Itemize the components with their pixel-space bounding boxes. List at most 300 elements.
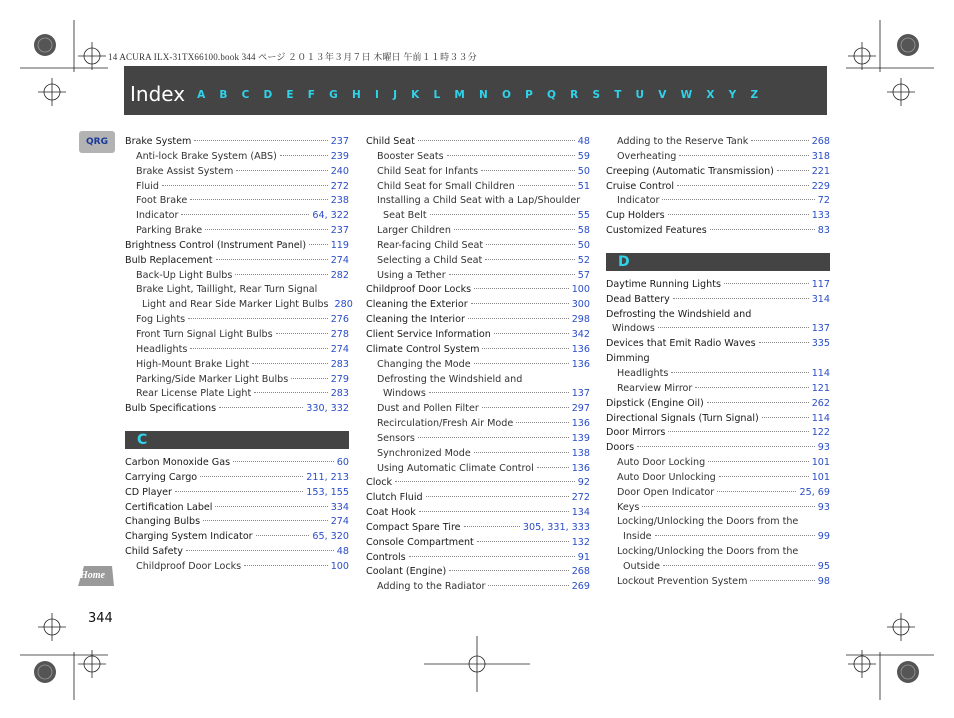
index-entry [606,210,830,225]
index-entry [366,492,590,507]
page-reference-link[interactable]: 50 [577,239,590,251]
page-reference-link[interactable]: 136 [571,462,590,474]
dot-leader [449,274,575,275]
page-reference-link[interactable]: 229 [811,180,830,192]
entry-text: Locking/Unlocking the Doors from the [617,516,799,528]
page-reference-link[interactable]: 93 [817,501,830,513]
dot-leader [429,392,569,393]
index-subentry [366,448,590,463]
page-reference-link[interactable]: 278 [330,328,349,340]
page-reference-link[interactable]: 239 [330,150,349,162]
dot-leader [777,170,809,171]
print-header: 14 ACURA ILX-31TX66100.book 344 ページ ２０１３年３月７日 木曜日 午前１１時３３分 [108,52,477,62]
dot-leader [447,155,575,156]
dot-leader [474,288,569,289]
entry-text: Recirculation/Fresh Air Mode [377,418,514,430]
page-reference-link[interactable]: 100 [571,284,590,296]
dot-leader [175,491,303,492]
dot-leader [642,506,814,507]
dot-leader [291,378,327,379]
page-reference-link[interactable]: 65, 320 [312,531,349,543]
page-reference-link[interactable]: 268 [571,566,590,578]
index-subentry [125,561,349,576]
page-reference-link[interactable]: 153, 155 [306,486,349,498]
dot-leader [309,244,328,245]
dot-leader [236,170,327,171]
section-letter: C [137,432,148,449]
page-reference-link[interactable]: 136 [571,343,590,355]
page-reference-link[interactable]: 298 [571,314,590,326]
letter-link-a[interactable]: A [197,88,206,101]
index-subentry [366,151,590,166]
index-subentry [125,166,349,181]
entry-text: Cleaning the Exterior [366,299,468,311]
page-reference-link[interactable]: 137 [811,323,830,335]
index-entry [606,338,830,353]
entry-text: Devices that Emit Radio Waves [606,338,756,350]
page-reference-link[interactable]: 95 [817,560,830,572]
qrg-button[interactable]: QRG [79,131,115,153]
dot-leader [188,318,328,319]
entry-text: Dead Battery [606,293,670,305]
index-subentry [366,195,590,210]
index-entry [125,136,349,151]
index-subentry [125,151,349,166]
entry-text: Daytime Running Lights [606,278,721,290]
letter-link-n[interactable]: N [479,88,488,101]
dot-leader [637,446,815,447]
dot-leader [477,541,569,542]
page-reference-link[interactable]: 335 [811,338,830,350]
entry-text: Light and Rear Side Marker Light Bulbs [142,299,329,311]
entry-text: Brake Light, Taillight, Rear Turn Signal [136,284,318,296]
dot-leader [762,417,809,418]
page-reference-link[interactable]: 132 [571,536,590,548]
entry-text: Rearview Mirror [617,382,693,394]
index-subentry [366,581,590,596]
index-subentry [366,463,590,478]
entry-text: Certification Label [125,501,213,513]
page-reference-link[interactable]: 138 [571,447,590,459]
index-subentry [606,136,830,151]
letter-link-k[interactable]: K [411,88,420,101]
entry-text: Parking/Side Marker Light Bulbs [136,373,289,385]
entry-text: Fog Lights [136,314,186,326]
entry-text: Seat Belt [383,210,427,222]
page-reference-link[interactable]: 57 [577,269,590,281]
entry-text: Sensors [377,432,415,444]
page-reference-link[interactable]: 59 [577,150,590,162]
dot-leader [181,214,309,215]
index-subentry [606,368,830,383]
page-reference-link[interactable]: 334 [330,501,349,513]
dot-leader [280,155,328,156]
dot-leader [474,363,569,364]
dot-leader [717,491,796,492]
entry-text: Defrosting the Windshield and [606,308,752,320]
letter-link-l[interactable]: L [433,88,441,101]
page-reference-link[interactable]: 211, 213 [306,471,349,483]
dot-leader [663,565,815,566]
entry-text: Cruise Control [606,180,675,192]
entry-text: Brightness Control (Instrument Panel) [125,239,307,251]
dot-leader [190,348,327,349]
page-reference-link[interactable]: 274 [330,343,349,355]
page-reference-link[interactable]: 269 [571,581,590,593]
index-subentry [125,329,349,344]
index-entry [125,487,349,502]
index-column-1 [125,136,353,576]
page-reference-link[interactable]: 272 [571,492,590,504]
index-subentry [366,359,590,374]
index-entry [125,531,349,546]
page-reference-link[interactable]: 72 [817,195,830,207]
entry-text: Child Safety [125,546,183,558]
letter-link-u[interactable]: U [635,88,645,101]
dot-leader [430,214,575,215]
dot-leader [668,214,809,215]
page-reference-link[interactable]: 237 [330,136,349,147]
entry-text: Childproof Door Locks [366,284,472,296]
entry-text: Windows [383,388,426,400]
letter-link-y[interactable]: Y [728,88,737,101]
dot-leader [235,274,327,275]
index-entry [125,255,349,270]
entry-text: Keys [617,501,640,513]
index-entry [125,472,349,487]
page-reference-link[interactable]: 48 [336,546,349,558]
index-subentry [125,374,349,389]
page-reference-link[interactable]: 117 [811,278,830,290]
dot-leader [724,283,809,284]
dot-leader [190,199,327,200]
entry-text: Defrosting the Windshield and [377,373,523,385]
letter-link-h[interactable]: H [351,88,361,101]
index-entry [366,477,590,492]
entry-text: Anti-lock Brake System (ABS) [136,150,277,162]
entry-text: High-Mount Brake Light [136,358,250,370]
index-entry [606,294,830,309]
page-reference-link[interactable]: 114 [811,412,830,424]
index-subentry [606,472,830,487]
dot-leader [216,259,328,260]
entry-text: Child Seat for Small Children [377,180,515,192]
page-reference-link[interactable]: 60 [336,457,349,469]
letter-link-i[interactable]: I [374,88,379,101]
index-subentry [366,388,590,403]
page-reference-link[interactable]: 92 [577,477,590,489]
index-subentry [606,561,830,576]
letter-link-w[interactable]: W [680,88,693,101]
entry-text: Child Seat [366,136,415,147]
index-subentry [606,546,830,561]
page-reference-link[interactable]: 119 [330,239,349,251]
letter-link-d[interactable]: D [263,88,273,101]
entry-text: Bulb Replacement [125,254,213,266]
entry-text: Using Automatic Climate Control [377,462,534,474]
index-entry [366,284,590,299]
page-reference-link[interactable]: 93 [817,442,830,454]
page-reference-link[interactable]: 48 [577,136,590,147]
letter-link-e[interactable]: E [286,88,294,101]
dot-leader [409,556,575,557]
letter-link-t[interactable]: T [614,88,622,101]
page-reference-link[interactable]: 134 [571,507,590,519]
index-entry [125,403,349,418]
dot-leader [677,185,809,186]
page-reference-link[interactable]: 276 [330,314,349,326]
page-reference-link[interactable]: 314 [811,293,830,305]
entry-text: Foot Brake [136,195,188,207]
page-reference-link[interactable]: 238 [330,195,349,207]
entry-text: Back-Up Light Bulbs [136,269,233,281]
index-entry [606,166,830,181]
page-reference-link[interactable]: 101 [811,471,830,483]
dot-leader [474,452,569,453]
entry-text: Clock [366,477,393,489]
page-reference-link[interactable]: 122 [811,427,830,439]
entry-text: Overheating [617,150,677,162]
dot-leader [658,327,809,328]
page-reference-link[interactable]: 262 [811,397,830,409]
page-reference-link[interactable]: 297 [571,403,590,415]
page-reference-link[interactable]: 101 [811,457,830,469]
index-entry [606,398,830,413]
entry-text: Childproof Door Locks [136,560,242,572]
page-reference-link[interactable]: 50 [577,165,590,177]
index-entry [366,136,590,151]
entry-text: Brake System [125,136,192,147]
page-reference-link[interactable]: 55 [577,210,590,222]
index-subentry [366,374,590,389]
dot-leader [485,259,574,260]
letter-link-j[interactable]: J [393,88,397,101]
entry-text: Door Open Indicator [617,486,715,498]
entry-text: Child Seat for Infants [377,165,479,177]
page-reference-link[interactable]: 274 [330,254,349,266]
entry-text: Headlights [617,367,669,379]
page-reference-link[interactable]: 58 [577,225,590,237]
dot-leader [276,333,328,334]
entry-text: Charging System Indicator [125,531,253,543]
page-reference-link[interactable]: 83 [817,225,830,237]
page-reference-link[interactable]: 300 [571,299,590,311]
page-reference-link[interactable]: 342 [571,328,590,340]
entry-text: Rear License Plate Light [136,388,252,400]
alphabet-nav [197,89,772,101]
page-reference-link[interactable]: 274 [330,516,349,528]
page-reference-link[interactable]: 305, 331, 333 [522,521,590,533]
entry-text: Compact Spare Tire [366,521,461,533]
index-subentry [606,487,830,502]
dot-leader [488,585,568,586]
dot-leader [494,333,569,334]
entry-text: Dust and Pollen Filter [377,403,479,415]
letter-link-f[interactable]: F [307,88,315,101]
page-reference-link[interactable]: 280 [334,299,353,311]
dot-leader [464,526,520,527]
index-entry [125,516,349,531]
index-subentry [125,210,349,225]
letter-link-m[interactable]: M [454,88,465,101]
dot-leader [668,431,808,432]
page-reference-link[interactable]: 121 [811,382,830,394]
entry-text: Creeping (Automatic Transmission) [606,165,774,177]
index-entry [366,299,590,314]
dot-leader [419,511,569,512]
index-header-bar [124,66,827,115]
page-number: 344 [88,611,113,626]
page-reference-link[interactable]: 268 [811,136,830,147]
page-reference-link[interactable]: 136 [571,418,590,430]
entry-text: Brake Assist System [136,165,234,177]
entry-text: Locking/Unlocking the Doors from the [617,546,799,558]
letter-link-z[interactable]: Z [750,88,759,101]
dot-leader [673,298,809,299]
page-reference-link[interactable]: 64, 322 [312,210,349,222]
page-reference-link[interactable]: 52 [577,254,590,266]
page-reference-link[interactable]: 91 [577,551,590,563]
dot-leader [708,461,809,462]
index-entry [366,507,590,522]
entry-text: Dimming [606,353,650,365]
page-title: Index [130,81,186,106]
index-entry [366,566,590,581]
page-reference-link[interactable]: 279 [330,373,349,385]
entry-text: Bulb Specifications [125,403,217,415]
page-reference-link[interactable]: 100 [330,560,349,572]
letter-link-b[interactable]: B [219,88,228,101]
entry-text: Larger Children [377,225,451,237]
entry-text: Front Turn Signal Light Bulbs [136,328,273,340]
letter-link-x[interactable]: X [706,88,715,101]
letter-link-s[interactable]: S [592,88,600,101]
page-reference-link[interactable]: 330, 332 [306,403,349,415]
dot-leader [256,535,310,536]
entry-text: Lockout Prevention System [617,575,748,587]
index-subentry [125,388,349,403]
dot-leader [471,303,569,304]
dot-leader [482,407,569,408]
page-reference-link[interactable]: 237 [330,225,349,237]
letter-link-v[interactable]: V [658,88,667,101]
dot-leader [468,318,569,319]
page-reference-link[interactable]: 240 [330,165,349,177]
dot-leader [454,229,575,230]
index-subentry [125,225,349,240]
entry-text: Adding to the Radiator [377,581,486,593]
index-entry [366,314,590,329]
entry-text: Controls [366,551,406,563]
page-reference-link[interactable]: 98 [817,575,830,587]
index-subentry [606,383,830,398]
page-reference-link[interactable]: 318 [811,150,830,162]
entry-text: CD Player [125,486,172,498]
index-subentry [366,240,590,255]
index-subentry [125,359,349,374]
dot-leader [662,199,814,200]
page-reference-link[interactable]: 114 [811,367,830,379]
dot-leader [219,407,303,408]
home-label: Home [80,570,105,581]
index-subentry [606,457,830,472]
index-subentry [366,403,590,418]
index-subentry [366,255,590,270]
page-reference-link[interactable]: 283 [330,388,349,400]
dot-leader [205,229,328,230]
page-reference-link[interactable]: 133 [811,210,830,222]
index-entry [606,279,830,294]
page-reference-link[interactable]: 25, 69 [799,486,830,498]
index-entry [125,546,349,561]
index-subentry [125,195,349,210]
index-entry [606,353,830,368]
page-reference-link[interactable]: 282 [330,269,349,281]
entry-text: Coolant (Engine) [366,566,447,578]
page-reference-link[interactable]: 221 [811,165,830,177]
index-entry [606,225,830,240]
dot-leader [252,363,328,364]
index-subentry [366,270,590,285]
page-reference-link[interactable]: 51 [577,180,590,192]
index-entry [125,457,349,472]
entry-text: Doors [606,442,635,454]
index-subentry [125,314,349,329]
letter-link-q[interactable]: Q [547,88,556,101]
page-reference-link[interactable]: 272 [330,180,349,192]
entry-text: Installing a Child Seat with a Lap/Shoulder [377,195,581,207]
page-reference-link[interactable]: 137 [571,388,590,400]
index-entry [606,427,830,442]
dot-leader [481,170,575,171]
index-entry [366,329,590,344]
index-entry [366,552,590,567]
letter-link-r[interactable]: R [570,88,579,101]
letter-link-p[interactable]: P [525,88,533,101]
entry-text: Cleaning the Interior [366,314,465,326]
index-entry [606,413,830,428]
dot-leader [426,496,569,497]
index-entry [606,181,830,196]
page-reference-link[interactable]: 99 [817,531,830,543]
letter-link-g[interactable]: G [329,88,338,101]
page-reference-link[interactable]: 136 [571,358,590,370]
index-subentry [606,531,830,546]
section-letter: D [618,253,630,270]
index-subentry [366,210,590,225]
entry-text: Directional Signals (Turn Signal) [606,412,759,424]
index-subentry [366,225,590,240]
letter-link-o[interactable]: O [502,88,511,101]
page-reference-link[interactable]: 283 [330,358,349,370]
dot-leader [695,387,808,388]
page-reference-link[interactable]: 139 [571,432,590,444]
letter-link-c[interactable]: C [241,88,250,101]
entry-text: Carbon Monoxide Gas [125,457,231,469]
index-subentry [125,344,349,359]
dot-leader [518,185,575,186]
entry-text: Climate Control System [366,343,480,355]
dot-leader [194,140,327,141]
dot-leader [679,155,808,156]
entry-text: Auto Door Locking [617,457,706,469]
dot-leader [233,461,334,462]
entry-text: Using a Tether [377,269,446,281]
dot-leader [671,372,808,373]
home-button[interactable] [76,562,116,588]
index-subentry [125,181,349,196]
section-header-c [125,431,349,449]
